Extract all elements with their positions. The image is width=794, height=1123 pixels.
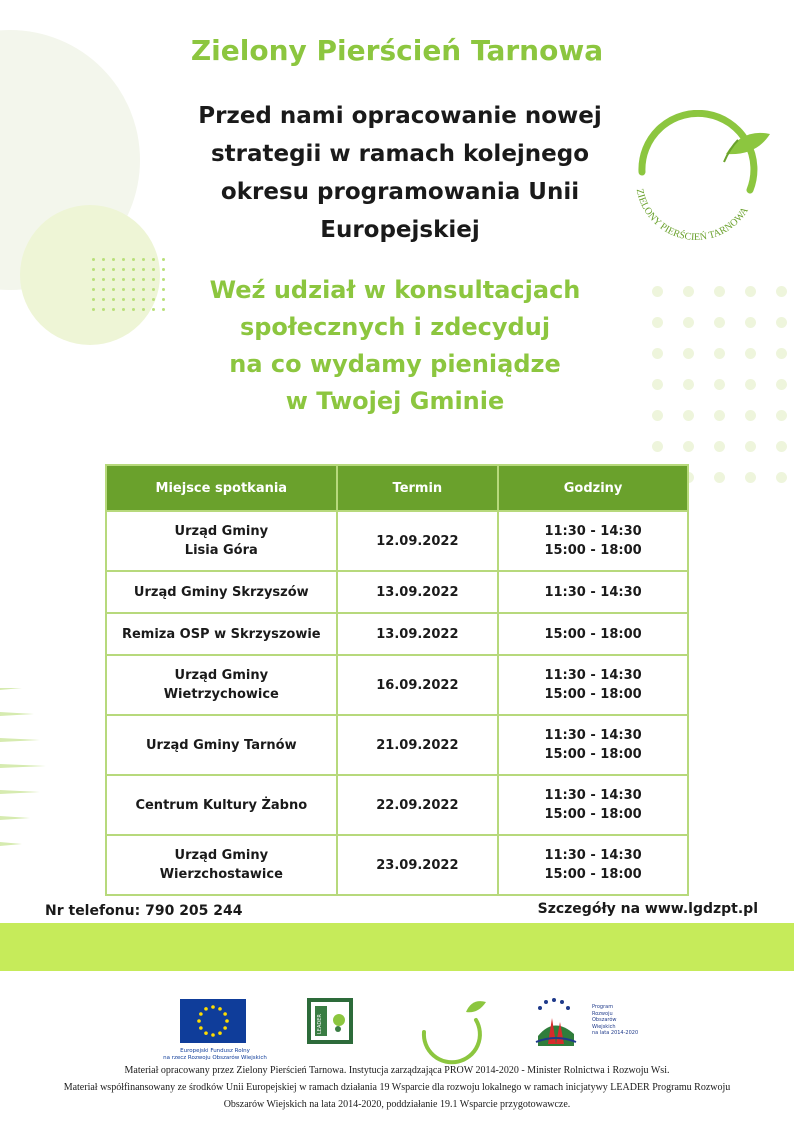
decor-dot bbox=[132, 268, 135, 271]
decor-dot bbox=[776, 441, 787, 452]
decor-dot bbox=[102, 268, 105, 271]
decor-dot bbox=[122, 298, 125, 301]
decor-dot bbox=[132, 298, 135, 301]
decor-dot bbox=[745, 348, 756, 359]
decor-dot bbox=[102, 288, 105, 291]
place-cell bbox=[106, 655, 337, 715]
decor-dot bbox=[122, 288, 125, 291]
eu-star bbox=[218, 1031, 222, 1035]
decor-dot bbox=[745, 441, 756, 452]
place-line: Remiza OSP w Skrzyszowie bbox=[121, 626, 321, 642]
hours-line: 11:30 - 14:30 bbox=[544, 668, 642, 683]
leader-logo-icon bbox=[307, 998, 353, 1044]
decor-dot bbox=[132, 288, 135, 291]
stripe-decoration bbox=[0, 680, 60, 880]
eu-flag-icon bbox=[180, 999, 246, 1043]
decor-dot bbox=[152, 298, 155, 301]
decor-dot bbox=[152, 288, 155, 291]
decor-dot bbox=[112, 278, 115, 281]
decor-dot bbox=[132, 278, 135, 281]
decor-dot bbox=[132, 258, 135, 261]
background-circle-light bbox=[20, 205, 160, 345]
decor-dot bbox=[714, 317, 725, 328]
svg-text:ZIELONY PIERŚCIEŃ TARNOWA bbox=[634, 188, 751, 243]
decor-dot bbox=[92, 298, 95, 301]
table-row bbox=[106, 655, 688, 715]
decor-dot bbox=[683, 348, 694, 359]
website-link[interactable]: Szczegóły na www.lgdzpt.pl bbox=[537, 901, 758, 917]
place-cell bbox=[106, 613, 337, 655]
header-date: Termin bbox=[337, 465, 499, 511]
date-cell: 22.09.2022 bbox=[337, 775, 499, 835]
decor-dot bbox=[652, 379, 663, 390]
date-cell: 13.09.2022 bbox=[337, 613, 499, 655]
decor-dot bbox=[112, 308, 115, 311]
decor-dot bbox=[714, 348, 725, 359]
decor-dot bbox=[142, 278, 145, 281]
hours-cell bbox=[498, 775, 688, 835]
eu-star bbox=[223, 1026, 227, 1030]
decor-dot bbox=[745, 410, 756, 421]
hours-line: 11:30 - 14:30 bbox=[544, 848, 642, 863]
subtitle-line: Europejskiej bbox=[320, 217, 480, 243]
decor-dot bbox=[132, 308, 135, 311]
decor-dot bbox=[112, 288, 115, 291]
place-line: Lisia Góra bbox=[184, 543, 258, 558]
decor-dot bbox=[112, 268, 115, 271]
page-subtitle bbox=[140, 97, 660, 249]
table-row bbox=[106, 571, 688, 613]
zielony-pierscien-logo bbox=[622, 110, 772, 250]
decor-dot bbox=[122, 278, 125, 281]
place-line: Urząd Gminy bbox=[174, 848, 269, 863]
eu-star bbox=[199, 1012, 203, 1016]
decor-dot bbox=[776, 317, 787, 328]
hours-cell bbox=[498, 655, 688, 715]
eu-caption-line: na rzecz Rozwoju Obszarów Wiejskich bbox=[163, 1055, 267, 1061]
decor-dot bbox=[122, 308, 125, 311]
decor-dot bbox=[776, 472, 787, 483]
header-hours: Godziny bbox=[498, 465, 688, 511]
page-title: Zielony Pierścień Tarnowa bbox=[190, 34, 604, 67]
hours-line: 11:30 - 14:30 bbox=[544, 584, 642, 600]
decor-dot bbox=[152, 268, 155, 271]
decor-dot bbox=[112, 298, 115, 301]
call-to-action bbox=[160, 272, 630, 420]
eu-fund-caption bbox=[160, 1048, 270, 1062]
table-row bbox=[106, 835, 688, 895]
hours-line: 11:30 - 14:30 bbox=[544, 788, 642, 803]
decor-dot bbox=[683, 286, 694, 297]
logo-strip bbox=[0, 996, 794, 1061]
decor-dot bbox=[652, 348, 663, 359]
place-line: Wietrzychowice bbox=[163, 687, 279, 702]
decor-dot bbox=[652, 441, 663, 452]
date-cell: 21.09.2022 bbox=[337, 715, 499, 775]
prow-line: Wiejskich bbox=[592, 1023, 616, 1030]
decor-dot bbox=[142, 258, 145, 261]
eu-star bbox=[218, 1007, 222, 1011]
decor-dot bbox=[92, 258, 95, 261]
decor-dot bbox=[683, 379, 694, 390]
cta-line: społecznych i zdecyduj bbox=[239, 313, 551, 341]
decor-dot bbox=[92, 268, 95, 271]
decor-dot bbox=[745, 472, 756, 483]
eu-star bbox=[199, 1026, 203, 1030]
decor-dot bbox=[142, 298, 145, 301]
decor-dot bbox=[652, 410, 663, 421]
eu-star bbox=[223, 1012, 227, 1016]
decor-dot bbox=[776, 286, 787, 297]
cta-line: Weź udział w konsultacjach bbox=[209, 276, 581, 304]
decor-dot bbox=[745, 286, 756, 297]
place-line: Urząd Gminy Skrzyszów bbox=[133, 584, 309, 600]
eu-star bbox=[211, 1005, 215, 1009]
schedule-table bbox=[105, 464, 689, 896]
eu-caption-line: Europejski Fundusz Rolny bbox=[180, 1048, 250, 1054]
decor-dot bbox=[122, 268, 125, 271]
hours-line: 11:30 - 14:30 bbox=[544, 728, 642, 743]
decor-dot bbox=[92, 288, 95, 291]
decor-dot bbox=[714, 286, 725, 297]
leader-text: LEADER bbox=[317, 1014, 323, 1034]
place-cell bbox=[106, 715, 337, 775]
decor-dot bbox=[102, 278, 105, 281]
decor-dot bbox=[745, 317, 756, 328]
decor-dot bbox=[142, 288, 145, 291]
table-row bbox=[106, 775, 688, 835]
decor-dot bbox=[142, 308, 145, 311]
place-cell bbox=[106, 571, 337, 613]
decor-dot bbox=[162, 268, 165, 271]
place-cell bbox=[106, 835, 337, 895]
hours-line: 15:00 - 18:00 bbox=[544, 687, 642, 702]
hours-line: 15:00 - 18:00 bbox=[544, 543, 642, 558]
zielony-pierscien-small-logo-icon bbox=[414, 992, 490, 1068]
subtitle-line: okresu programowania Unii bbox=[220, 179, 580, 205]
eu-star bbox=[197, 1019, 201, 1023]
hours-cell bbox=[498, 715, 688, 775]
decor-dot bbox=[683, 441, 694, 452]
place-line: Urząd Gminy Tarnów bbox=[145, 737, 297, 753]
decor-dot bbox=[152, 278, 155, 281]
footer-line: Obszarów Wiejskich na lata 2014-2020, poddziałanie 19.1 Wsparcie przygotowawcze. bbox=[223, 1099, 571, 1110]
green-band bbox=[0, 923, 794, 971]
decor-dot bbox=[112, 258, 115, 261]
decor-dot bbox=[152, 258, 155, 261]
footer-line: Materiał opracowany przez Zielony Pierścień Tarnowa. Instytucja zarządzająca PROW 2014-2020 - Minister Rolnictwa i Rozwoju Wsi. bbox=[124, 1065, 670, 1076]
decor-dot bbox=[92, 278, 95, 281]
prow-caption bbox=[592, 1004, 638, 1037]
place-line: Wierzchostawice bbox=[159, 867, 283, 882]
hours-line: 15:00 - 18:00 bbox=[544, 747, 642, 762]
hours-cell bbox=[498, 835, 688, 895]
place-line: Centrum Kultury Żabno bbox=[135, 797, 308, 813]
hours-line: 15:00 - 18:00 bbox=[544, 807, 642, 822]
decor-dot bbox=[652, 317, 663, 328]
place-line: Urząd Gminy bbox=[174, 524, 269, 539]
decor-dot bbox=[102, 258, 105, 261]
decor-dot bbox=[776, 410, 787, 421]
table-row bbox=[106, 715, 688, 775]
decor-dot bbox=[102, 298, 105, 301]
decor-dot bbox=[714, 441, 725, 452]
logo-ring-text: ZIELONY PIERŚCIEŃ TARNOWA bbox=[633, 187, 751, 244]
eu-star bbox=[204, 1031, 208, 1035]
hours-line: 15:00 - 18:00 bbox=[544, 626, 642, 642]
place-line: Urząd Gminy bbox=[174, 668, 269, 683]
decor-dot bbox=[714, 379, 725, 390]
hours-cell bbox=[498, 511, 688, 571]
eu-star bbox=[225, 1019, 229, 1023]
decor-dot bbox=[652, 286, 663, 297]
phone-number: Nr telefonu: 790 205 244 bbox=[45, 903, 243, 919]
decor-dot bbox=[745, 379, 756, 390]
decor-dot bbox=[776, 348, 787, 359]
place-cell bbox=[106, 775, 337, 835]
prow-line: na lata 2014-2020 bbox=[592, 1030, 639, 1036]
decor-dot bbox=[714, 410, 725, 421]
footer-text bbox=[0, 1062, 794, 1113]
decor-dot bbox=[102, 308, 105, 311]
prow-line: Rozwoju bbox=[592, 1010, 613, 1017]
header-place: Miejsce spotkania bbox=[106, 465, 337, 511]
prow-line: Obszarów bbox=[592, 1017, 617, 1023]
date-cell: 12.09.2022 bbox=[337, 511, 499, 571]
decor-dot bbox=[152, 308, 155, 311]
prow-line: Program bbox=[592, 1004, 614, 1010]
hours-line: 15:00 - 18:00 bbox=[544, 867, 642, 882]
date-cell: 13.09.2022 bbox=[337, 571, 499, 613]
decor-dot bbox=[714, 472, 725, 483]
decor-dot bbox=[142, 268, 145, 271]
eu-star bbox=[204, 1007, 208, 1011]
decor-dot bbox=[776, 379, 787, 390]
date-cell: 16.09.2022 bbox=[337, 655, 499, 715]
table-header-row bbox=[106, 465, 688, 511]
subtitle-line: strategii w ramach kolejnego bbox=[210, 141, 590, 167]
hours-line: 11:30 - 14:30 bbox=[544, 524, 642, 539]
footer-line: Materiał współfinansowany ze środków Unii Europejskiej w ramach działania 19 Wsparcie dla rozwoju lokalnego w ramach inicjatywy LEADER Programu Rozwoju bbox=[63, 1082, 731, 1093]
decor-dot bbox=[122, 258, 125, 261]
table-row bbox=[106, 613, 688, 655]
date-cell: 23.09.2022 bbox=[337, 835, 499, 895]
hours-cell bbox=[498, 613, 688, 655]
table-row bbox=[106, 511, 688, 571]
decor-dot bbox=[92, 308, 95, 311]
hours-cell bbox=[498, 571, 688, 613]
decor-dot bbox=[683, 317, 694, 328]
cta-line: na co wydamy pieniądze bbox=[229, 350, 561, 378]
cta-line: w Twojej Gminie bbox=[285, 387, 505, 415]
place-cell bbox=[106, 511, 337, 571]
subtitle-line: Przed nami opracowanie nowej bbox=[198, 103, 602, 129]
decor-dot bbox=[683, 410, 694, 421]
eu-star bbox=[211, 1033, 215, 1037]
decor-dot bbox=[162, 258, 165, 261]
